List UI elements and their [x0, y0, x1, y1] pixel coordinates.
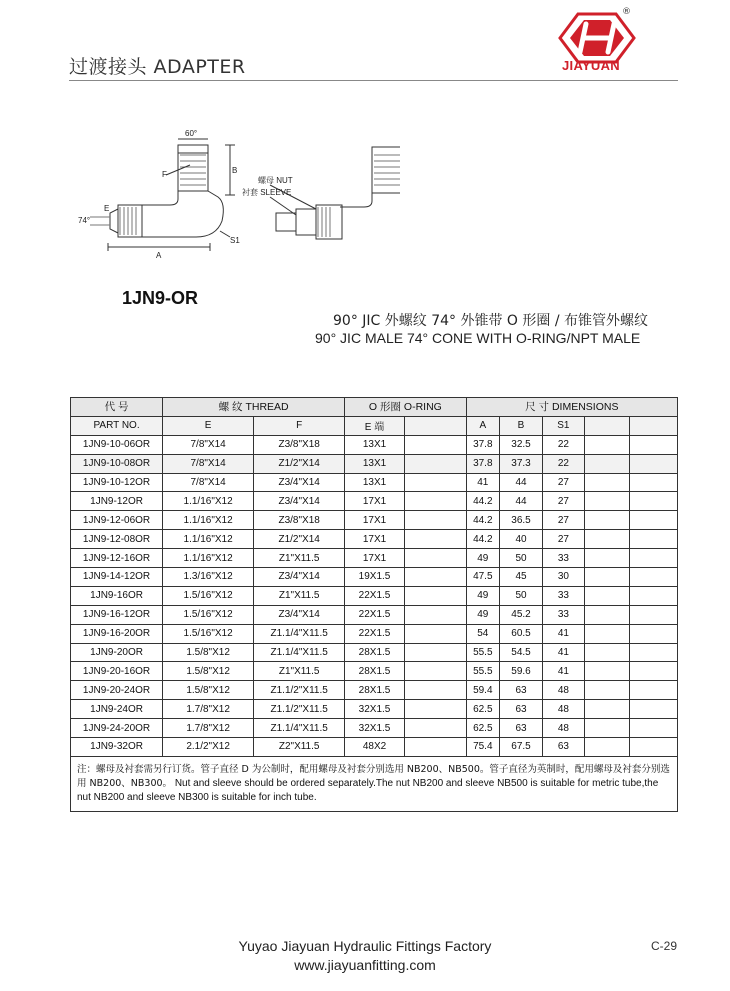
cell-blank: [404, 624, 466, 643]
cell-s1: 33: [542, 549, 584, 568]
cell-blank: [404, 681, 466, 700]
cell-oring: 28X1.5: [345, 662, 405, 681]
product-description-en: 90° JIC MALE 74° CONE WITH O-RING/NPT MALE: [315, 330, 641, 346]
cell-s1: 48: [542, 700, 584, 719]
cell-f: Z1"X11.5: [254, 549, 345, 568]
cell-blank: [584, 511, 629, 530]
header-a: A: [466, 416, 499, 435]
cell-s1: 33: [542, 605, 584, 624]
table-note: [71, 756, 678, 811]
dim-e-label: E: [104, 204, 110, 213]
header-b: B: [500, 416, 543, 435]
cell-f: Z1.1/4"X11.5: [254, 719, 345, 738]
table-row: [71, 738, 678, 757]
cell-oring: 48X2: [345, 738, 405, 757]
cell-e: 1.5/8"X12: [163, 643, 254, 662]
header-blank: [629, 416, 677, 435]
dim-a-label: A: [156, 251, 162, 260]
cell-f: Z1.1/4"X11.5: [254, 643, 345, 662]
cell-blank: [404, 738, 466, 757]
cell-part: 1JN9-20-24OR: [71, 681, 163, 700]
cell-b: 37.3: [500, 454, 543, 473]
cell-part: 1JN9-10-12OR: [71, 473, 163, 492]
footer-url: www.jiayuanfitting.com: [294, 957, 436, 973]
cell-blank: [584, 643, 629, 662]
table-subheader-row: [71, 416, 678, 435]
cell-s1: 48: [542, 719, 584, 738]
cell-oring: 13X1: [345, 435, 405, 454]
cell-oring: 28X1.5: [345, 681, 405, 700]
cell-part: 1JN9-24OR: [71, 700, 163, 719]
cell-blank: [584, 454, 629, 473]
cell-b: 54.5: [500, 643, 543, 662]
cell-a: 44.2: [466, 492, 499, 511]
cell-f: Z1"X11.5: [254, 662, 345, 681]
product-description-cn: 90° JIC 外螺纹 74° 外锥带 O 形圈 / 布锥管外螺纹: [333, 313, 648, 329]
cell-part: 1JN9-14-12OR: [71, 568, 163, 587]
cell-oring: 28X1.5: [345, 643, 405, 662]
header-code: 代 号: [71, 398, 163, 417]
nut-label: 螺母 NUT: [258, 176, 293, 185]
cell-a: 49: [466, 605, 499, 624]
cell-part: 1JN9-16OR: [71, 586, 163, 605]
cell-part: 1JN9-10-06OR: [71, 435, 163, 454]
cell-e: 1.3/16"X12: [163, 568, 254, 587]
table-header-row: [71, 398, 678, 417]
table-row: [71, 492, 678, 511]
cell-blank: [584, 662, 629, 681]
cell-oring: 13X1: [345, 473, 405, 492]
cell-blank: [584, 473, 629, 492]
cell-b: 40: [500, 530, 543, 549]
cell-part: 1JN9-12-16OR: [71, 549, 163, 568]
table-row: [71, 473, 678, 492]
cell-blank: [404, 605, 466, 624]
cell-part: 1JN9-24-20OR: [71, 719, 163, 738]
table-row: [71, 681, 678, 700]
note-cn: 注：螺母及衬套需另行订货。管子直径 D 为公制时，配用螺母及衬套分别选用 NB200、NB500。管子直径为英制时，配用螺母及衬套分别选用 NB200、NB300。: [77, 763, 670, 789]
table-row: [71, 700, 678, 719]
dim-b-label: B: [232, 166, 238, 175]
cell-e: 1.5/8"X12: [163, 662, 254, 681]
cell-blank: [629, 719, 677, 738]
header-divider: [69, 80, 678, 81]
cell-f: Z1"X11.5: [254, 586, 345, 605]
cell-b: 63: [500, 700, 543, 719]
cell-f: Z2"X11.5: [254, 738, 345, 757]
cell-b: 32.5: [500, 435, 543, 454]
cell-e: 1.5/16"X12: [163, 624, 254, 643]
cell-f: Z3/4"X14: [254, 473, 345, 492]
cell-s1: 48: [542, 681, 584, 700]
header-e-end: E 端: [345, 416, 405, 435]
cell-part: 1JN9-16-12OR: [71, 605, 163, 624]
cell-f: Z3/4"X14: [254, 568, 345, 587]
product-model: 1JN9-OR: [122, 288, 199, 308]
cell-oring: 17X1: [345, 492, 405, 511]
cell-b: 67.5: [500, 738, 543, 757]
cell-a: 49: [466, 586, 499, 605]
cell-s1: 22: [542, 435, 584, 454]
cell-s1: 41: [542, 662, 584, 681]
cell-e: 7/8"X14: [163, 454, 254, 473]
cell-oring: 13X1: [345, 454, 405, 473]
cell-blank: [584, 435, 629, 454]
cell-s1: 33: [542, 586, 584, 605]
cell-blank: [629, 605, 677, 624]
cell-oring: 32X1.5: [345, 719, 405, 738]
cell-s1: 27: [542, 530, 584, 549]
header-dimensions: 尺 寸 DIMENSIONS: [466, 398, 677, 417]
cell-oring: 17X1: [345, 549, 405, 568]
cell-blank: [584, 492, 629, 511]
table-row: [71, 435, 678, 454]
cell-blank: [629, 435, 677, 454]
cell-blank: [584, 719, 629, 738]
cell-blank: [584, 681, 629, 700]
cell-b: 36.5: [500, 511, 543, 530]
cell-s1: 41: [542, 624, 584, 643]
cell-blank: [629, 681, 677, 700]
cell-b: 45.2: [500, 605, 543, 624]
dim-f-label: F: [162, 170, 167, 179]
cell-blank: [629, 454, 677, 473]
technical-drawing: [70, 125, 400, 265]
header-blank: [404, 416, 466, 435]
cell-blank: [629, 738, 677, 757]
cell-a: 37.8: [466, 454, 499, 473]
table-row: [71, 530, 678, 549]
cell-blank: [629, 492, 677, 511]
cell-a: 37.8: [466, 435, 499, 454]
cell-s1: 22: [542, 454, 584, 473]
cell-e: 1.1/16"X12: [163, 511, 254, 530]
cell-f: Z3/8"X18: [254, 511, 345, 530]
cell-a: 75.4: [466, 738, 499, 757]
cell-b: 63: [500, 681, 543, 700]
note-en: Nut and sleeve should be ordered separately.The nut NB200 and sleeve NB500 is suitable for metric tube,the nut NB200 and sleeve NB300 is suitable for inch tube.: [77, 777, 659, 803]
table-row: [71, 549, 678, 568]
cell-blank: [584, 605, 629, 624]
header-blank: [584, 416, 629, 435]
header-thread: 螺 纹 THREAD: [163, 398, 345, 417]
cell-blank: [629, 549, 677, 568]
cell-oring: 22X1.5: [345, 624, 405, 643]
cell-b: 63: [500, 719, 543, 738]
cell-blank: [404, 454, 466, 473]
cell-blank: [629, 530, 677, 549]
dim-s1-label: S1: [230, 236, 240, 245]
table-row: [71, 511, 678, 530]
cell-blank: [584, 624, 629, 643]
cell-b: 45: [500, 568, 543, 587]
cell-part: 1JN9-10-08OR: [71, 454, 163, 473]
cell-blank: [584, 530, 629, 549]
table-row: [71, 605, 678, 624]
cell-blank: [404, 492, 466, 511]
page-title: 过渡接头 ADAPTER: [69, 56, 246, 78]
cell-blank: [584, 586, 629, 605]
cell-blank: [404, 549, 466, 568]
cell-f: Z3/4"X14: [254, 605, 345, 624]
cell-part: 1JN9-20OR: [71, 643, 163, 662]
footer-company: Yuyao Jiayuan Hydraulic Fittings Factory: [238, 938, 492, 954]
cell-blank: [404, 700, 466, 719]
brand-name: JIAYUAN: [562, 58, 620, 73]
cell-a: 54: [466, 624, 499, 643]
cell-e: 1.1/16"X12: [163, 530, 254, 549]
cell-blank: [584, 738, 629, 757]
cell-b: 50: [500, 586, 543, 605]
cell-blank: [584, 700, 629, 719]
cell-f: Z1.1/2"X11.5: [254, 681, 345, 700]
cell-a: 44.2: [466, 530, 499, 549]
cell-e: 2.1/2"X12: [163, 738, 254, 757]
cell-part: 1JN9-20-16OR: [71, 662, 163, 681]
cell-a: 41: [466, 473, 499, 492]
cell-a: 55.5: [466, 662, 499, 681]
cell-blank: [404, 473, 466, 492]
table-row: [71, 643, 678, 662]
header-part-no: PART NO.: [71, 416, 163, 435]
cell-a: 55.5: [466, 643, 499, 662]
table-row: [71, 624, 678, 643]
cell-b: 44: [500, 492, 543, 511]
cell-e: 1.7/8"X12: [163, 719, 254, 738]
cell-blank: [404, 643, 466, 662]
cell-part: 1JN9-12OR: [71, 492, 163, 511]
cell-blank: [404, 586, 466, 605]
table-row: [71, 719, 678, 738]
cell-blank: [404, 511, 466, 530]
cell-s1: 63: [542, 738, 584, 757]
cell-oring: 17X1: [345, 511, 405, 530]
cell-e: 1.5/16"X12: [163, 605, 254, 624]
cell-blank: [629, 624, 677, 643]
cell-a: 59.4: [466, 681, 499, 700]
cell-s1: 27: [542, 492, 584, 511]
table-row: [71, 568, 678, 587]
cell-part: 1JN9-16-20OR: [71, 624, 163, 643]
cell-s1: 41: [542, 643, 584, 662]
sleeve-label: 衬套 SLEEVE: [242, 188, 292, 197]
cell-s1: 27: [542, 511, 584, 530]
page-number: C-29: [651, 939, 678, 953]
cell-oring: 22X1.5: [345, 586, 405, 605]
cell-b: 44: [500, 473, 543, 492]
header-s1: S1: [542, 416, 584, 435]
cell-oring: 17X1: [345, 530, 405, 549]
cell-blank: [629, 568, 677, 587]
cell-blank: [629, 473, 677, 492]
cell-e: 7/8"X14: [163, 435, 254, 454]
registered-mark: ®: [622, 7, 631, 17]
table-row: [71, 586, 678, 605]
cell-e: 1.5/16"X12: [163, 586, 254, 605]
cell-s1: 27: [542, 473, 584, 492]
cell-s1: 30: [542, 568, 584, 587]
cell-b: 59.6: [500, 662, 543, 681]
table-row: [71, 454, 678, 473]
header-oring: O 形圈 O-RING: [345, 398, 466, 417]
table-row: [71, 662, 678, 681]
cell-blank: [404, 435, 466, 454]
cell-a: 49: [466, 549, 499, 568]
cell-oring: 19X1.5: [345, 568, 405, 587]
cell-blank: [404, 530, 466, 549]
header-e: E: [163, 416, 254, 435]
cell-blank: [629, 586, 677, 605]
cell-b: 50: [500, 549, 543, 568]
cell-blank: [584, 568, 629, 587]
cell-blank: [404, 568, 466, 587]
spec-table: [70, 397, 678, 812]
cell-a: 62.5: [466, 700, 499, 719]
cell-blank: [404, 719, 466, 738]
angle-74-label: 74°: [78, 216, 91, 225]
table-note-row: [71, 756, 678, 811]
cell-oring: 32X1.5: [345, 700, 405, 719]
cell-f: Z1.1/4"X11.5: [254, 624, 345, 643]
cell-f: Z1/2"X14: [254, 454, 345, 473]
cell-e: 1.1/16"X12: [163, 549, 254, 568]
cell-e: 1.7/8"X12: [163, 700, 254, 719]
cell-f: Z1.1/2"X11.5: [254, 700, 345, 719]
cell-oring: 22X1.5: [345, 605, 405, 624]
cell-b: 60.5: [500, 624, 543, 643]
angle-60-label: 60°: [185, 129, 198, 138]
cell-blank: [404, 662, 466, 681]
cell-a: 62.5: [466, 719, 499, 738]
cell-part: 1JN9-32OR: [71, 738, 163, 757]
cell-blank: [629, 511, 677, 530]
cell-e: 1.5/8"X12: [163, 681, 254, 700]
cell-e: 1.1/16"X12: [163, 492, 254, 511]
cell-e: 7/8"X14: [163, 473, 254, 492]
cell-part: 1JN9-12-08OR: [71, 530, 163, 549]
cell-blank: [629, 643, 677, 662]
cell-blank: [584, 549, 629, 568]
header-f: F: [254, 416, 345, 435]
cell-part: 1JN9-12-06OR: [71, 511, 163, 530]
cell-a: 47.5: [466, 568, 499, 587]
cell-f: Z1/2"X14: [254, 530, 345, 549]
cell-blank: [629, 700, 677, 719]
cell-a: 44.2: [466, 511, 499, 530]
cell-blank: [629, 662, 677, 681]
cell-f: Z3/4"X14: [254, 492, 345, 511]
cell-f: Z3/8"X18: [254, 435, 345, 454]
